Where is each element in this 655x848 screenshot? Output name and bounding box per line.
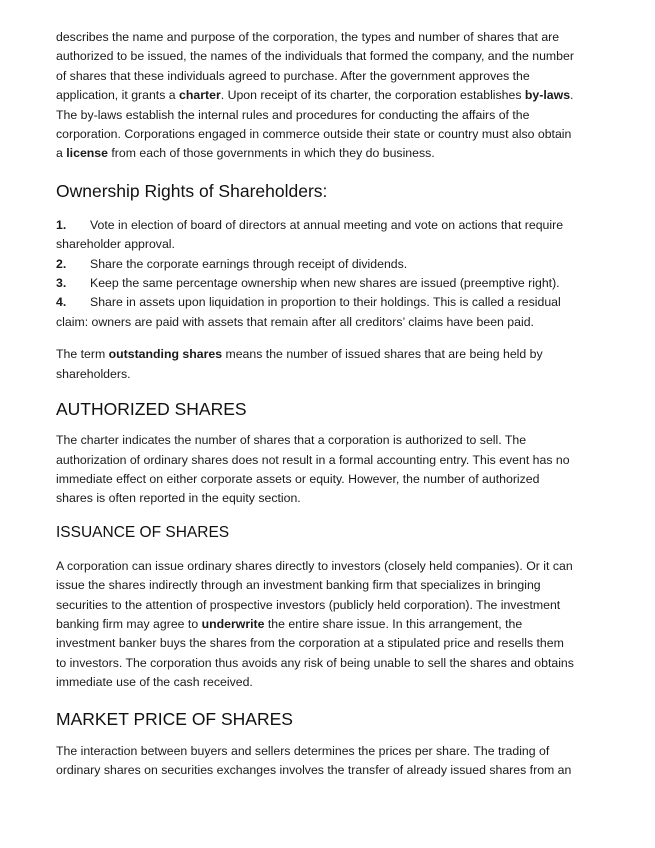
heading-market-price: MARKET PRICE OF SHARES [56,708,293,729]
text-span: application, it grants a [56,88,180,103]
list-text: claim: owners are paid with assets that remain after all creditors’ claims have been paid. [56,314,534,329]
market-price-paragraph [56,742,604,781]
list-item [56,216,604,255]
list-text: Keep the same percentage ownership when new shares are issued (preemptive right). [90,276,560,291]
list-item [56,255,604,274]
list-text: Share in assets upon liquidation in proportion to their holdings. This is called a residual [90,295,561,310]
text-span: . Upon receipt of its charter, the corporation establishes [220,88,525,103]
list-number: 3. [56,276,67,291]
text-line: immediate effect on either corporate assets or equity. However, the number of authorized [56,471,540,486]
text-line: authorization of ordinary shares does not result in a formal accounting entry. This event has no [56,452,570,467]
text-line [56,615,604,634]
list-text: shareholder approval. [56,237,175,252]
list-number: 2. [56,256,67,271]
list-text: Share the corporate earnings through receipt of dividends. [90,256,408,271]
text-line: The charter indicates the number of shares that a corporation is authorized to sell. The [56,433,527,448]
term-underwrite: underwrite [201,616,265,631]
text-line [56,144,604,163]
heading-issuance-of-shares: ISSUANCE OF SHARES [56,523,230,541]
heading-ownership-rights: Ownership Rights of Shareholders: [56,180,328,201]
document-page [56,28,604,780]
list-item [56,293,604,332]
text-span: banking firm may agree to [56,616,202,631]
text-line: issue the shares indirectly through an investment banking firm that specializes in bringing [56,578,541,593]
term-license: license [66,146,108,161]
intro-paragraph [56,28,604,164]
term-charter: charter [179,88,221,103]
text-span: the entire share issue. In this arrangement, the [264,616,523,631]
text-span: a [56,146,67,161]
text-line: shares is often reported in the equity section. [56,491,301,506]
outstanding-shares-paragraph [56,345,604,384]
text-line: shareholders. [56,366,131,381]
list-item [56,274,604,293]
text-line: ordinary shares on securities exchanges involves the transfer of already issued shares from an [56,762,572,777]
issuance-paragraph [56,557,604,693]
text-line: immediate use of the cash received. [56,675,253,690]
text-line: describes the name and purpose of the corporation, the types and number of shares that are [56,30,560,44]
text-span: . [570,88,574,103]
text-line [56,345,604,364]
text-span: from each of those governments in which they do business. [107,146,435,161]
text-line: corporation. Corporations engaged in commerce outside their state or country must also obtain [56,127,572,142]
text-line: securities to the attention of prospective investors (publicly held corporation). The investment [56,597,561,612]
text-span: means the number of issued shares that are being held by [222,347,543,362]
text-line: of shares that these individuals agreed to purchase. After the government approves the [56,68,530,83]
list-number: 4. [56,295,67,310]
authorized-shares-paragraph [56,431,604,509]
text-line: A corporation can issue ordinary shares directly to investors (closely held companies). Or it can [56,558,573,573]
text-line [56,86,604,105]
list-text: Vote in election of board of directors at annual meeting and vote on actions that require [90,217,564,232]
list-number: 1. [56,217,67,232]
text-line: The by-laws establish the internal rules and procedures for conducting the affairs of the [56,107,530,122]
term-outstanding-shares: outstanding shares [108,347,223,362]
text-line: investment banker buys the shares from the corporation at a stipulated price and resells them [56,636,564,651]
text-line: authorized to be issued, the names of the individuals that formed the company, and the number [56,49,574,64]
text-line: to investors. The corporation thus avoids any risk of being unable to sell the shares and obtains [56,655,574,670]
ownership-rights-list [56,216,604,332]
text-line: The interaction between buyers and sellers determines the prices per share. The trading of [56,743,550,758]
term-by-laws: by-laws [524,88,571,103]
heading-authorized-shares: AUTHORIZED SHARES [56,399,247,420]
text-span: The term [56,347,109,362]
